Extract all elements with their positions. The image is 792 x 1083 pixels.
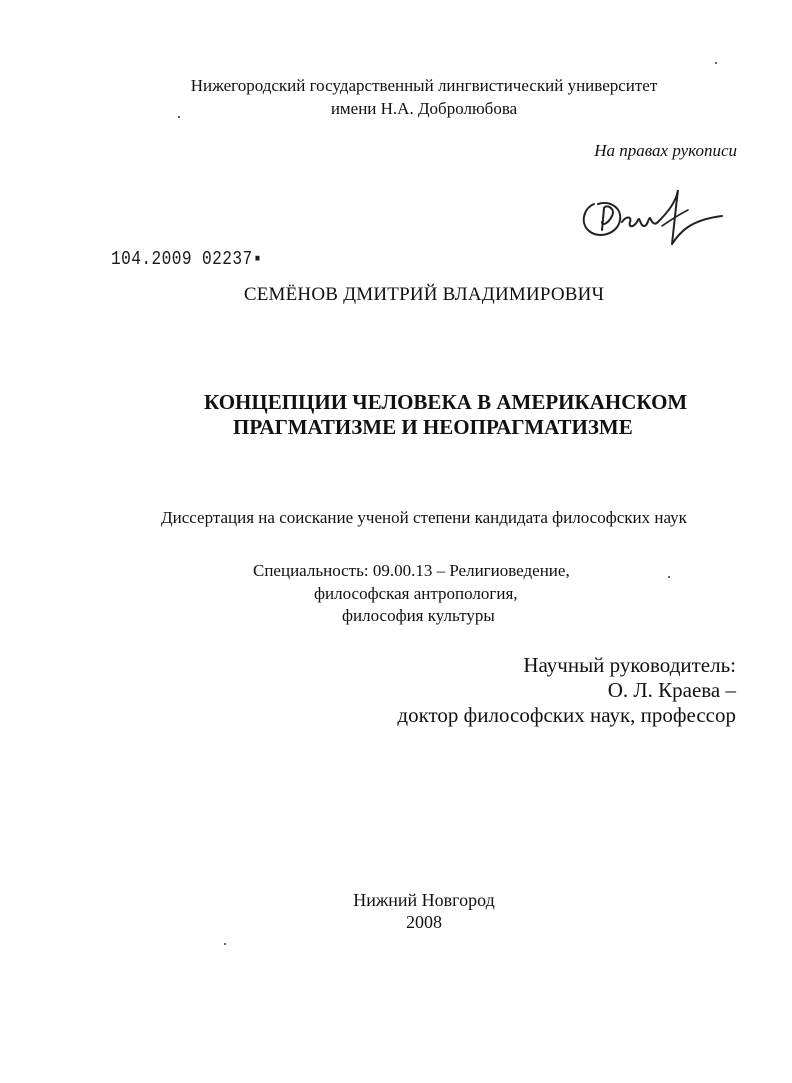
- dissertation-title-line1: КОНЦЕПЦИИ ЧЕЛОВЕКА В АМЕРИКАНСКОМ: [204, 390, 688, 414]
- university-name-line1: Нижегородский государственный лингвистический университет: [190, 76, 658, 95]
- supervisor-label: Научный руководитель:: [523, 653, 736, 677]
- supervisor-degree: доктор философских наук, профессор: [397, 703, 736, 727]
- city: Нижний Новгород: [353, 890, 495, 910]
- specialty-line3: философия культуры: [342, 606, 495, 625]
- manuscript-rights-note: На правах рукописи: [594, 141, 737, 160]
- scan-speck: [668, 576, 670, 578]
- university-name-line2: имени Н.А. Добролюбова: [330, 99, 518, 118]
- year: 2008: [406, 912, 442, 932]
- specialty-line2: философская антропология,: [314, 584, 518, 603]
- supervisor-name: О. Л. Краева –: [607, 678, 736, 702]
- registration-stamp-number: 104.2009 02237▪: [111, 248, 263, 270]
- dissertation-type: Диссертация на соискание ученой степени кандидата философских наук: [161, 508, 687, 527]
- handwritten-signature-icon: [576, 182, 726, 260]
- scan-speck: [224, 943, 226, 945]
- specialty-line1: Специальность: 09.00.13 – Религиоведение,: [253, 561, 570, 580]
- author-name: СЕМЁНОВ ДМИТРИЙ ВЛАДИМИРОВИЧ: [243, 284, 605, 305]
- stamp-mark-icon: ▪: [252, 248, 263, 270]
- scan-speck: [178, 116, 180, 118]
- scan-speck: [715, 62, 717, 64]
- dissertation-title-line2: ПРАГМАТИЗМЕ И НЕОПРАГМАТИЗМЕ: [233, 415, 633, 439]
